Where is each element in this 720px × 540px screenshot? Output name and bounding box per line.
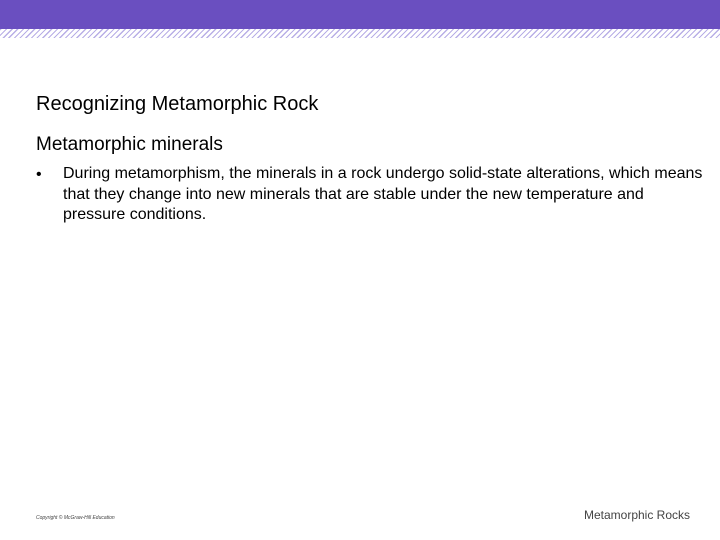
copyright-notice: Copyright © McGraw-Hill Education (36, 515, 115, 521)
header-band (0, 0, 720, 29)
slide-subtitle: Metamorphic minerals (36, 134, 223, 155)
header-hatch-stripe (0, 29, 720, 38)
footer-section-label: Metamorphic Rocks (583, 508, 690, 522)
bullet-text: During metamorphism, the minerals in a rock undergo solid-state alterations, which means that they change into new minerals that are stable under the new temperature and pressure conditions. (63, 165, 703, 223)
bullet-marker: • (36, 166, 42, 183)
slide-title: Recognizing Metamorphic Rock (36, 93, 319, 115)
